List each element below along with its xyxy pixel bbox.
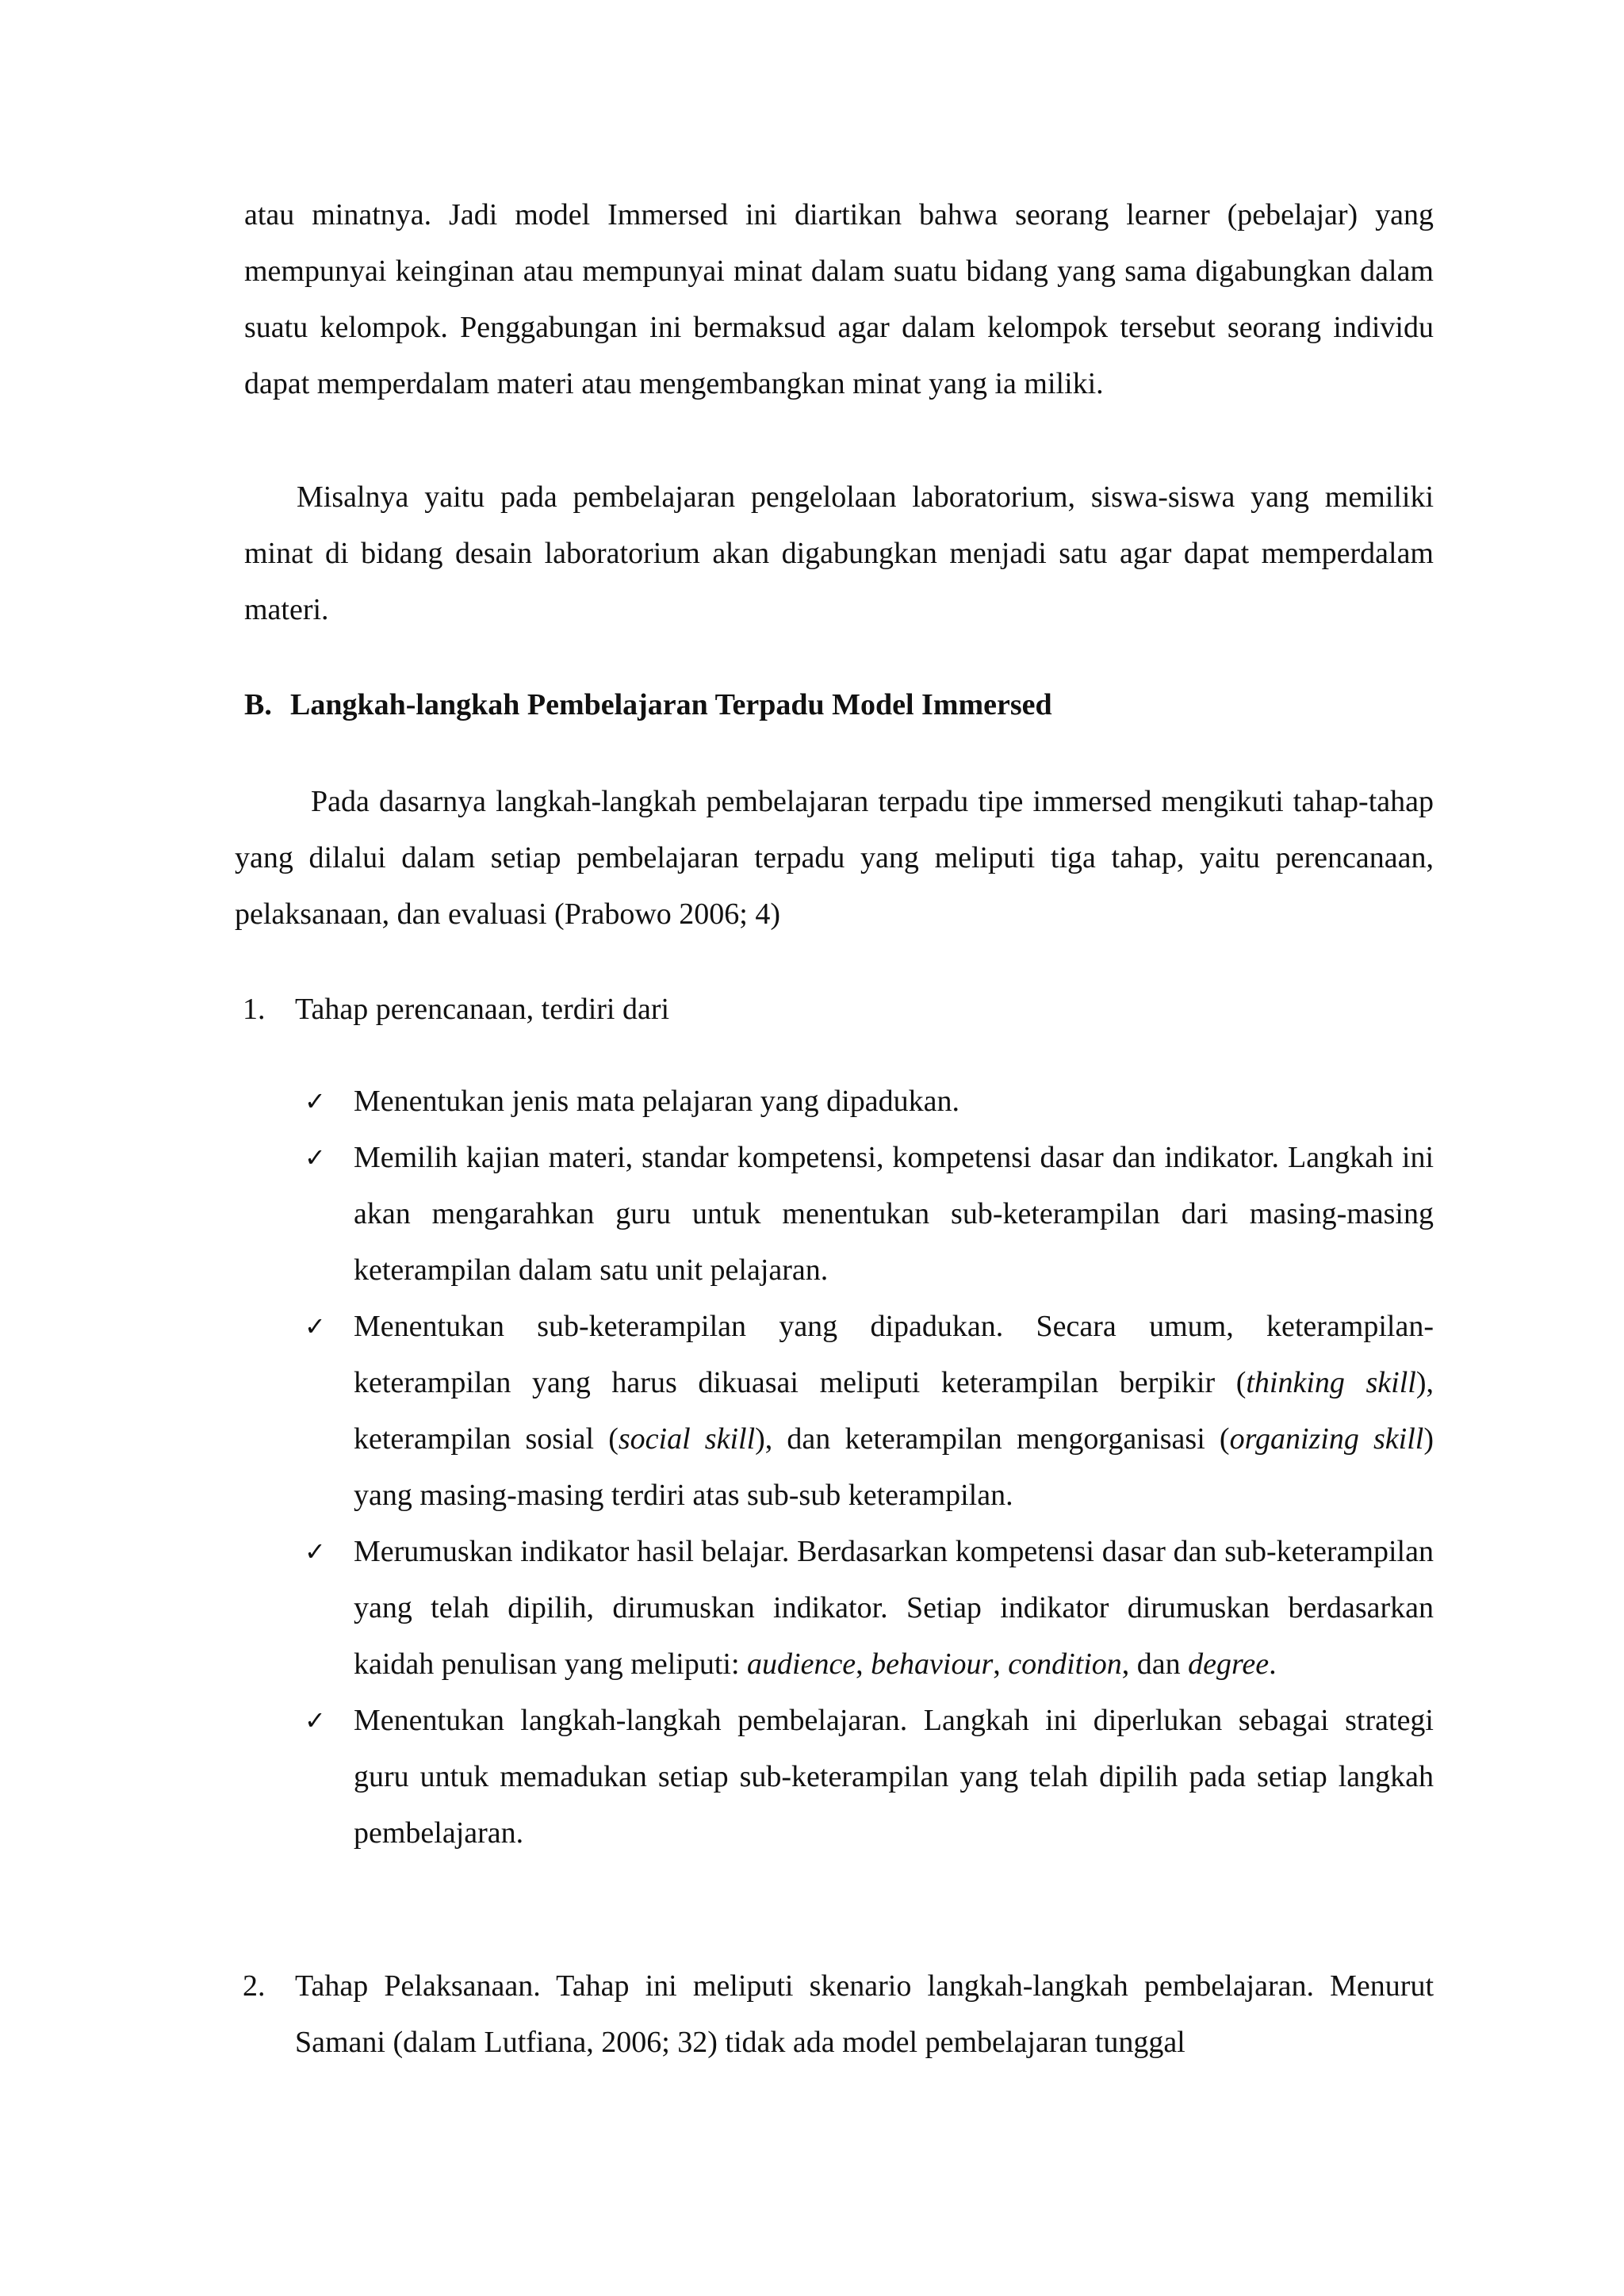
text-run: ) yang masing-masing terdiri atas sub-sub keterampilan. <box>354 1422 1434 1512</box>
section-title: Langkah-langkah Pembelajaran Terpadu Model Immersed <box>290 688 1052 721</box>
term-degree: degree <box>1188 1647 1270 1681</box>
planning-checklist <box>304 1073 1434 1862</box>
item-number: 1. <box>243 993 266 1026</box>
text-run: , <box>856 1647 871 1681</box>
checkmark-icon: ✓ <box>304 1142 326 1173</box>
section-heading <box>244 677 1434 733</box>
paragraph-continuation: atau minatnya. Jadi model Immersed ini diartikan bahwa seorang learner (pebelajar) yang mempunyai keinginan atau mempunyai minat dalam suatu bidang yang sama digabungkan dalam suatu kelompok. Penggabungan ini bermaksud agar dalam kelompok tersebut seorang individu dapat memperdalam materi atau mengembangkan minat yang ia miliki. <box>244 198 1434 400</box>
item-text: Tahap Pelaksanaan. Tahap ini meliputi skenario langkah-langkah pembelajaran. Menurut Samani (dalam Lutfiana, 2006; 32) tidak ada model pembelajaran tunggal <box>295 1969 1434 2059</box>
checklist-item <box>304 1524 1434 1693</box>
text-run: ), keterampilan sosial ( <box>354 1366 1434 1456</box>
numbered-item-implementation <box>243 1958 1434 2071</box>
text-run: ), dan keterampilan mengorganisasi ( <box>755 1422 1230 1456</box>
checklist-item <box>304 1073 1434 1130</box>
section-intro-paragraph: Pada dasarnya langkah-langkah pembelajaran terpadu tipe immersed mengikuti tahap-tahap yang dilalui dalam setiap pembelajaran terpadu yang meliputi tiga tahap, yaitu perencanaan, pelaksanaan, dan evaluasi (Prabowo 2006; 4) <box>235 785 1434 931</box>
paragraph-example: Misalnya yaitu pada pembelajaran pengelolaan laboratorium, siswa-siswa yang memiliki minat di bidang desain laboratorium akan digabungkan menjadi satu agar dapat memperdalam materi. <box>244 480 1434 626</box>
text-run: . <box>1269 1647 1277 1681</box>
text-run: Menentukan sub-keterampilan yang dipadukan. Secara umum, keterampilan-keterampilan yang harus dikuasai meliputi keterampilan berpikir ( <box>354 1310 1434 1399</box>
checklist-item <box>304 1130 1434 1299</box>
item-text: Tahap perencanaan, terdiri dari <box>295 993 670 1026</box>
checklist-text: Menentukan jenis mata pelajaran yang dipadukan. <box>354 1085 959 1118</box>
term-social-skill: social skill <box>618 1422 756 1456</box>
text-run: , <box>993 1647 1009 1681</box>
checklist-item <box>304 1693 1434 1862</box>
item-number: 2. <box>243 1969 266 2003</box>
checklist-text <box>354 1535 1434 1681</box>
checklist-text: Memilih kajian materi, standar kompetensi, kompetensi dasar dan indikator. Langkah ini akan mengarahkan guru untuk menentukan sub-keterampilan dari masing-masing keterampilan dalam satu unit pelajaran. <box>354 1141 1434 1287</box>
checkmark-icon: ✓ <box>304 1311 326 1341</box>
checklist-text: Menentukan langkah-langkah pembelajaran. Langkah ini diperlukan sebagai strategi guru untuk memadukan setiap sub-keterampilan yang telah dipilih pada setiap langkah pembelajaran. <box>354 1704 1434 1850</box>
checkmark-icon: ✓ <box>304 1086 326 1116</box>
term-condition: condition <box>1008 1647 1122 1681</box>
term-behaviour: behaviour <box>871 1647 994 1681</box>
text-run: Merumuskan indikator hasil belajar. Berdasarkan kompetensi dasar dan sub-keterampilan yang telah dipilih, dirumuskan indikator. Setiap indikator dirumuskan berdasarkan kaidah penulisan yang meliputi: <box>354 1535 1434 1681</box>
term-audience: audience <box>747 1647 856 1681</box>
checkmark-icon: ✓ <box>304 1536 326 1567</box>
section-letter: B. <box>244 688 272 721</box>
checkmark-icon: ✓ <box>304 1705 326 1735</box>
term-thinking-skill: thinking skill <box>1246 1366 1416 1399</box>
checklist-text <box>354 1310 1434 1512</box>
checklist-item <box>304 1299 1434 1524</box>
numbered-item-planning <box>243 982 1434 1038</box>
term-organizing-skill: organizing skill <box>1229 1422 1424 1456</box>
text-run: , dan <box>1121 1647 1189 1681</box>
